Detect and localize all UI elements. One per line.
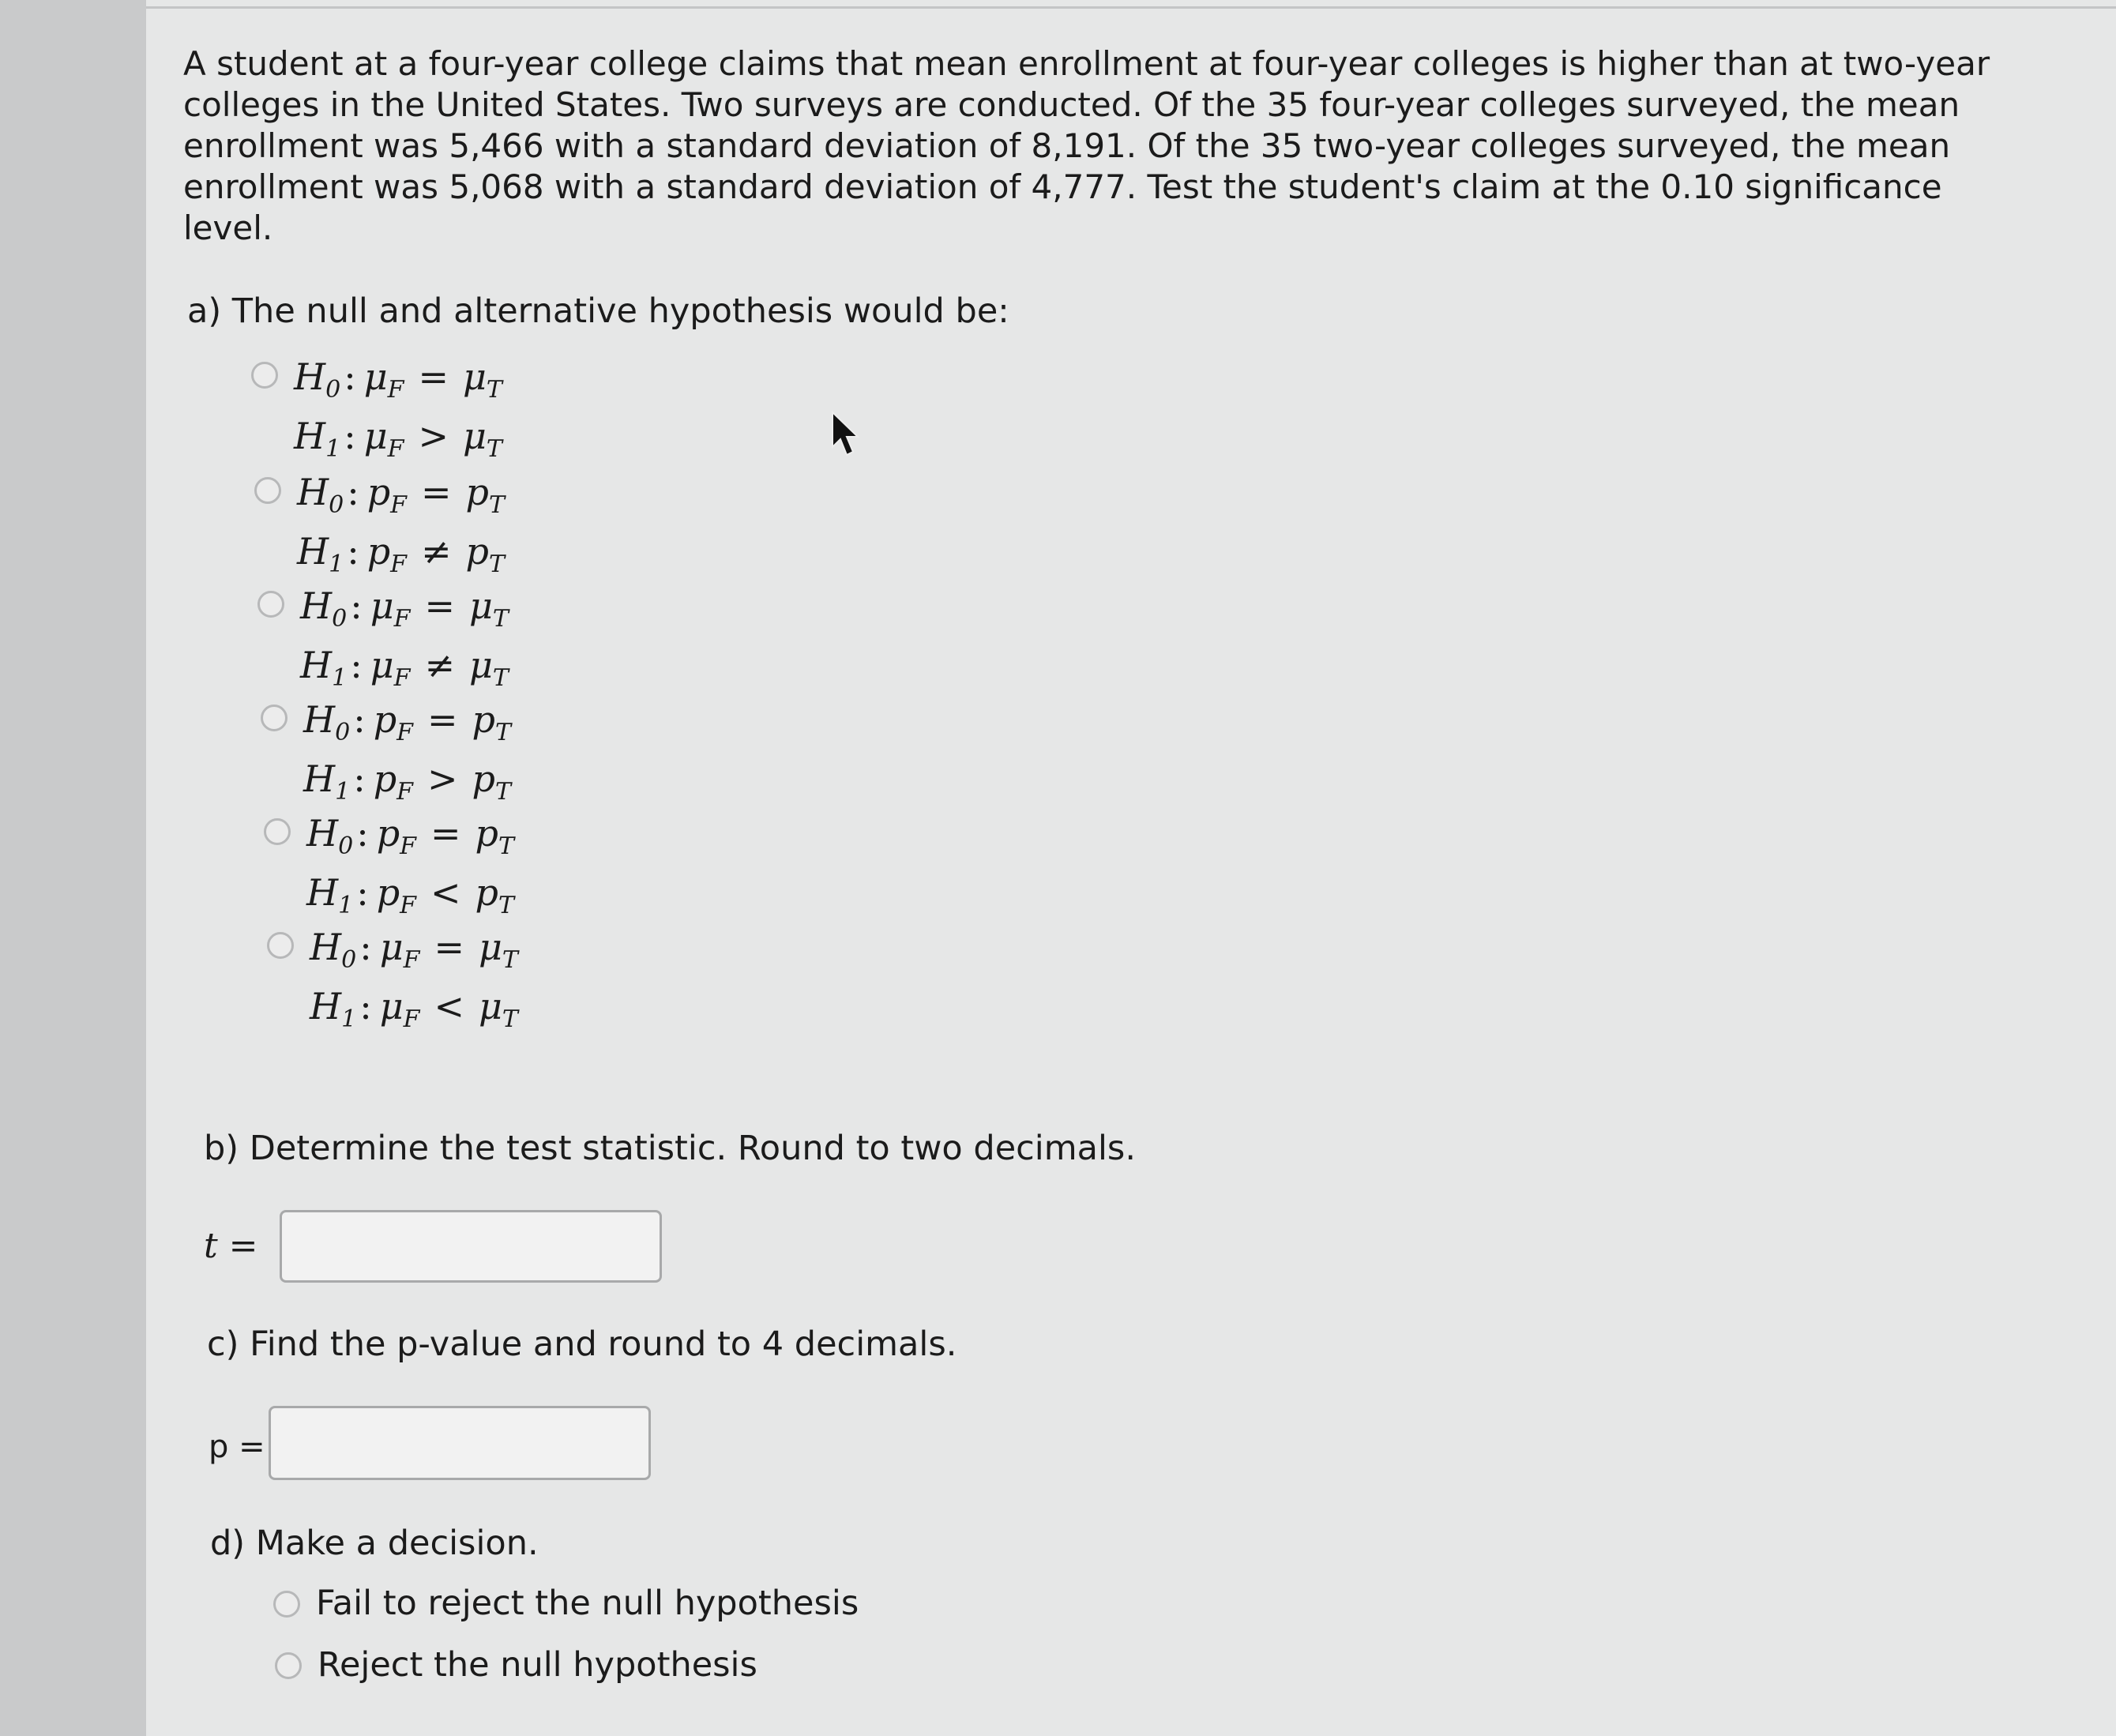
part-a-label: a) The null and alternative hypothesis would be:: [187, 291, 1009, 331]
alternative-hypothesis: $H_1$: $\mu_F > \mu_T$: [294, 415, 502, 463]
left-background: [0, 0, 146, 1736]
hypothesis-option-5[interactable]: [264, 810, 514, 929]
hypothesis-option-1[interactable]: [251, 354, 502, 472]
alternative-hypothesis: $H_1$: $p_F < p_T$: [306, 871, 515, 919]
decision-reject[interactable]: [275, 1644, 757, 1685]
divider: [146, 6, 2116, 9]
null-hypothesis: $H_0$: $p_F = p_T$: [306, 812, 515, 860]
decision-label: Reject the null hypothesis: [318, 1645, 757, 1685]
alternative-hypothesis: $H_1$: $p_F > p_T$: [303, 757, 512, 806]
null-hypothesis: $H_0$: $\mu_F = \mu_T$: [300, 584, 509, 633]
hypothesis-pair: [303, 697, 511, 815]
decision-label: Fail to reject the null hypothesis: [316, 1584, 859, 1623]
decision-fail-to-reject[interactable]: [273, 1583, 859, 1624]
hypothesis-option-6[interactable]: [267, 924, 518, 1043]
hypothesis-pair: [300, 583, 509, 701]
radio-button[interactable]: [261, 705, 288, 731]
null-hypothesis: $H_0$: $p_F = p_T$: [303, 698, 512, 746]
mouse-cursor-icon: [829, 411, 861, 458]
hypothesis-option-2[interactable]: [254, 469, 505, 588]
test-statistic-input[interactable]: [280, 1210, 662, 1283]
part-c-label: c) Find the p-value and round to 4 decimals.: [207, 1325, 957, 1364]
hypothesis-pair: [297, 469, 505, 588]
radio-button[interactable]: [264, 818, 291, 845]
alternative-hypothesis: $H_1$: $\mu_F \ne \mu_T$: [300, 644, 509, 692]
p-value-input[interactable]: [269, 1406, 651, 1480]
p-label: p =: [209, 1429, 265, 1465]
part-d-label: d) Make a decision.: [210, 1524, 539, 1563]
hypothesis-pair: [294, 354, 502, 472]
problem-statement: [183, 43, 2039, 249]
alternative-hypothesis: $H_1$: $\mu_F < \mu_T$: [310, 985, 518, 1033]
radio-button[interactable]: [251, 362, 278, 389]
radio-button[interactable]: [254, 477, 281, 504]
radio-button[interactable]: [273, 1591, 300, 1618]
problem-line: level.: [183, 209, 273, 247]
problem-line: A student at a four-year college claims that mean enrollment at four-year colleges is higher than at two-year: [183, 44, 1990, 83]
radio-button[interactable]: [275, 1652, 302, 1679]
null-hypothesis: $H_0$: $\mu_F = \mu_T$: [310, 926, 518, 974]
hypothesis-option-3[interactable]: [257, 583, 509, 701]
problem-line: colleges in the United States. Two surveys are conducted. Of the 35 four-year colleges surveyed, the mean: [183, 85, 1960, 124]
null-hypothesis: $H_0$: $p_F = p_T$: [297, 471, 506, 519]
t-label: t =: [204, 1226, 258, 1266]
null-hypothesis: $H_0$: $\mu_F = \mu_T$: [294, 355, 502, 404]
part-b-label: b) Determine the test statistic. Round to two decimals.: [204, 1129, 1137, 1168]
problem-line: enrollment was 5,068 with a standard deviation of 4,777. Test the student's claim at the 0.10 significance: [183, 167, 1942, 206]
hypothesis-pair: [310, 924, 518, 1043]
hypothesis-option-4[interactable]: [261, 697, 511, 815]
radio-button[interactable]: [267, 932, 294, 959]
hypothesis-pair: [306, 810, 514, 929]
radio-button[interactable]: [257, 591, 284, 618]
problem-line: enrollment was 5,466 with a standard deviation of 8,191. Of the 35 two-year colleges surveyed, the mean: [183, 126, 1951, 165]
problem-text: [183, 43, 2000, 249]
alternative-hypothesis: $H_1$: $p_F \ne p_T$: [297, 530, 506, 578]
